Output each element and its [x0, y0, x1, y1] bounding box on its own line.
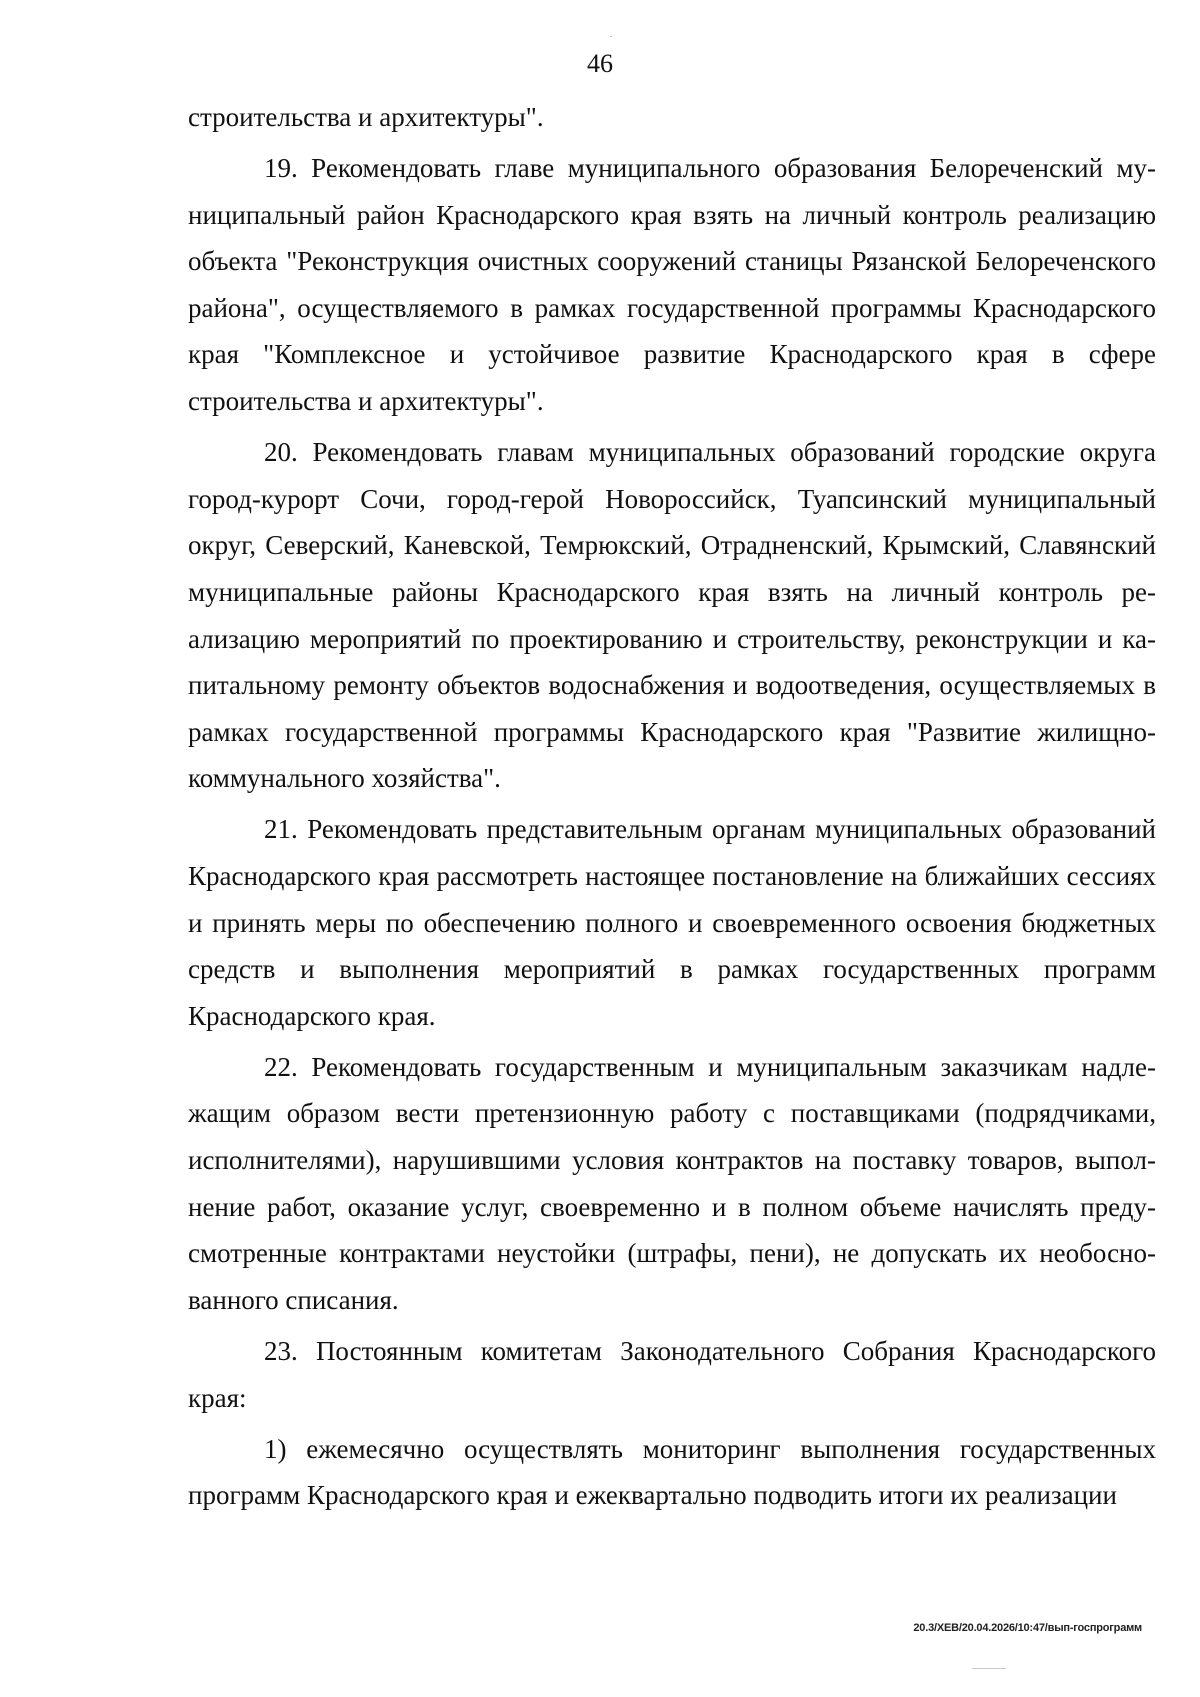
page-number: 46	[587, 49, 613, 78]
document-code: 20.3/ХЕВ/20.04.2026/10:47/вып-госпрограмм	[913, 1622, 1142, 1634]
paragraph-item-19: 19. Рекомендовать главе муниципального образования Белореченский муниципальный район Краснодарского края взять на личный контроль реализацию объекта "Реконструкция очистных сооружений станицы Рязанской Белореченского района", осуществляемого в рамках государственной программы Краснодарского края "Комплексное и устойчивое развитие Краснодарского края в сфере строительства и архитектуры".	[188, 153, 1156, 417]
paragraph-item-20: 20. Рекомендовать главам муниципальных образований городские округа город-курорт Сочи, город-герой Новороссийск, Туапсинский муниципальный округ, Северский, Каневской, Темрюкский, Отрадненский, Крымский, Славянский муниципальные районы Краснодарского края взять на личный контроль реализацию мероприятий по проектированию и строительству, реконструкции и капитальному ремонту объектов водоснабжения и водоотведения, осуществляемых в рамках государственной программы Краснодарского края "Развитие жилищно-коммунального хозяйства".	[188, 437, 1156, 794]
paragraph-continuation: строительства и архитектуры".	[188, 102, 544, 132]
paragraph-item-23: 23. Постоянным комитетам Законодательного Собрания Краснодарского края:	[188, 1335, 1156, 1413]
scan-artifact-top	[610, 36, 612, 37]
paragraph-item-23-1: 1) ежемесячно осуществлять мониторинг выполнения государственных программ Краснодарского края и ежеквартально подводить итоги их реализации	[188, 1433, 1156, 1511]
paragraph-item-22: 22. Рекомендовать государственным и муниципальным заказчикам надлежащим образом вести претензионную работу с поставщиками (подрядчиками, исполнителями), нарушившими условия контрактов на поставку товаров, выполнение работ, оказание услуг, своевременно и в полном объеме начислять предусмотренные контрактами неустойки (штрафы, пени), не допускать их необоснованного списания.	[188, 1051, 1156, 1315]
paragraph-item-21: 21. Рекомендовать представительным органам муниципальных образований Краснодарского края рассмотреть настоящее постановление на ближайших сессиях и принять меры по обеспечению полного и своевременного освоения бюджетных средств и выполнения мероприятий в рамках государственных программ Краснодарского края.	[188, 814, 1156, 1031]
document-body	[188, 94, 1156, 1519]
scan-artifact-bottom	[972, 1668, 1006, 1669]
